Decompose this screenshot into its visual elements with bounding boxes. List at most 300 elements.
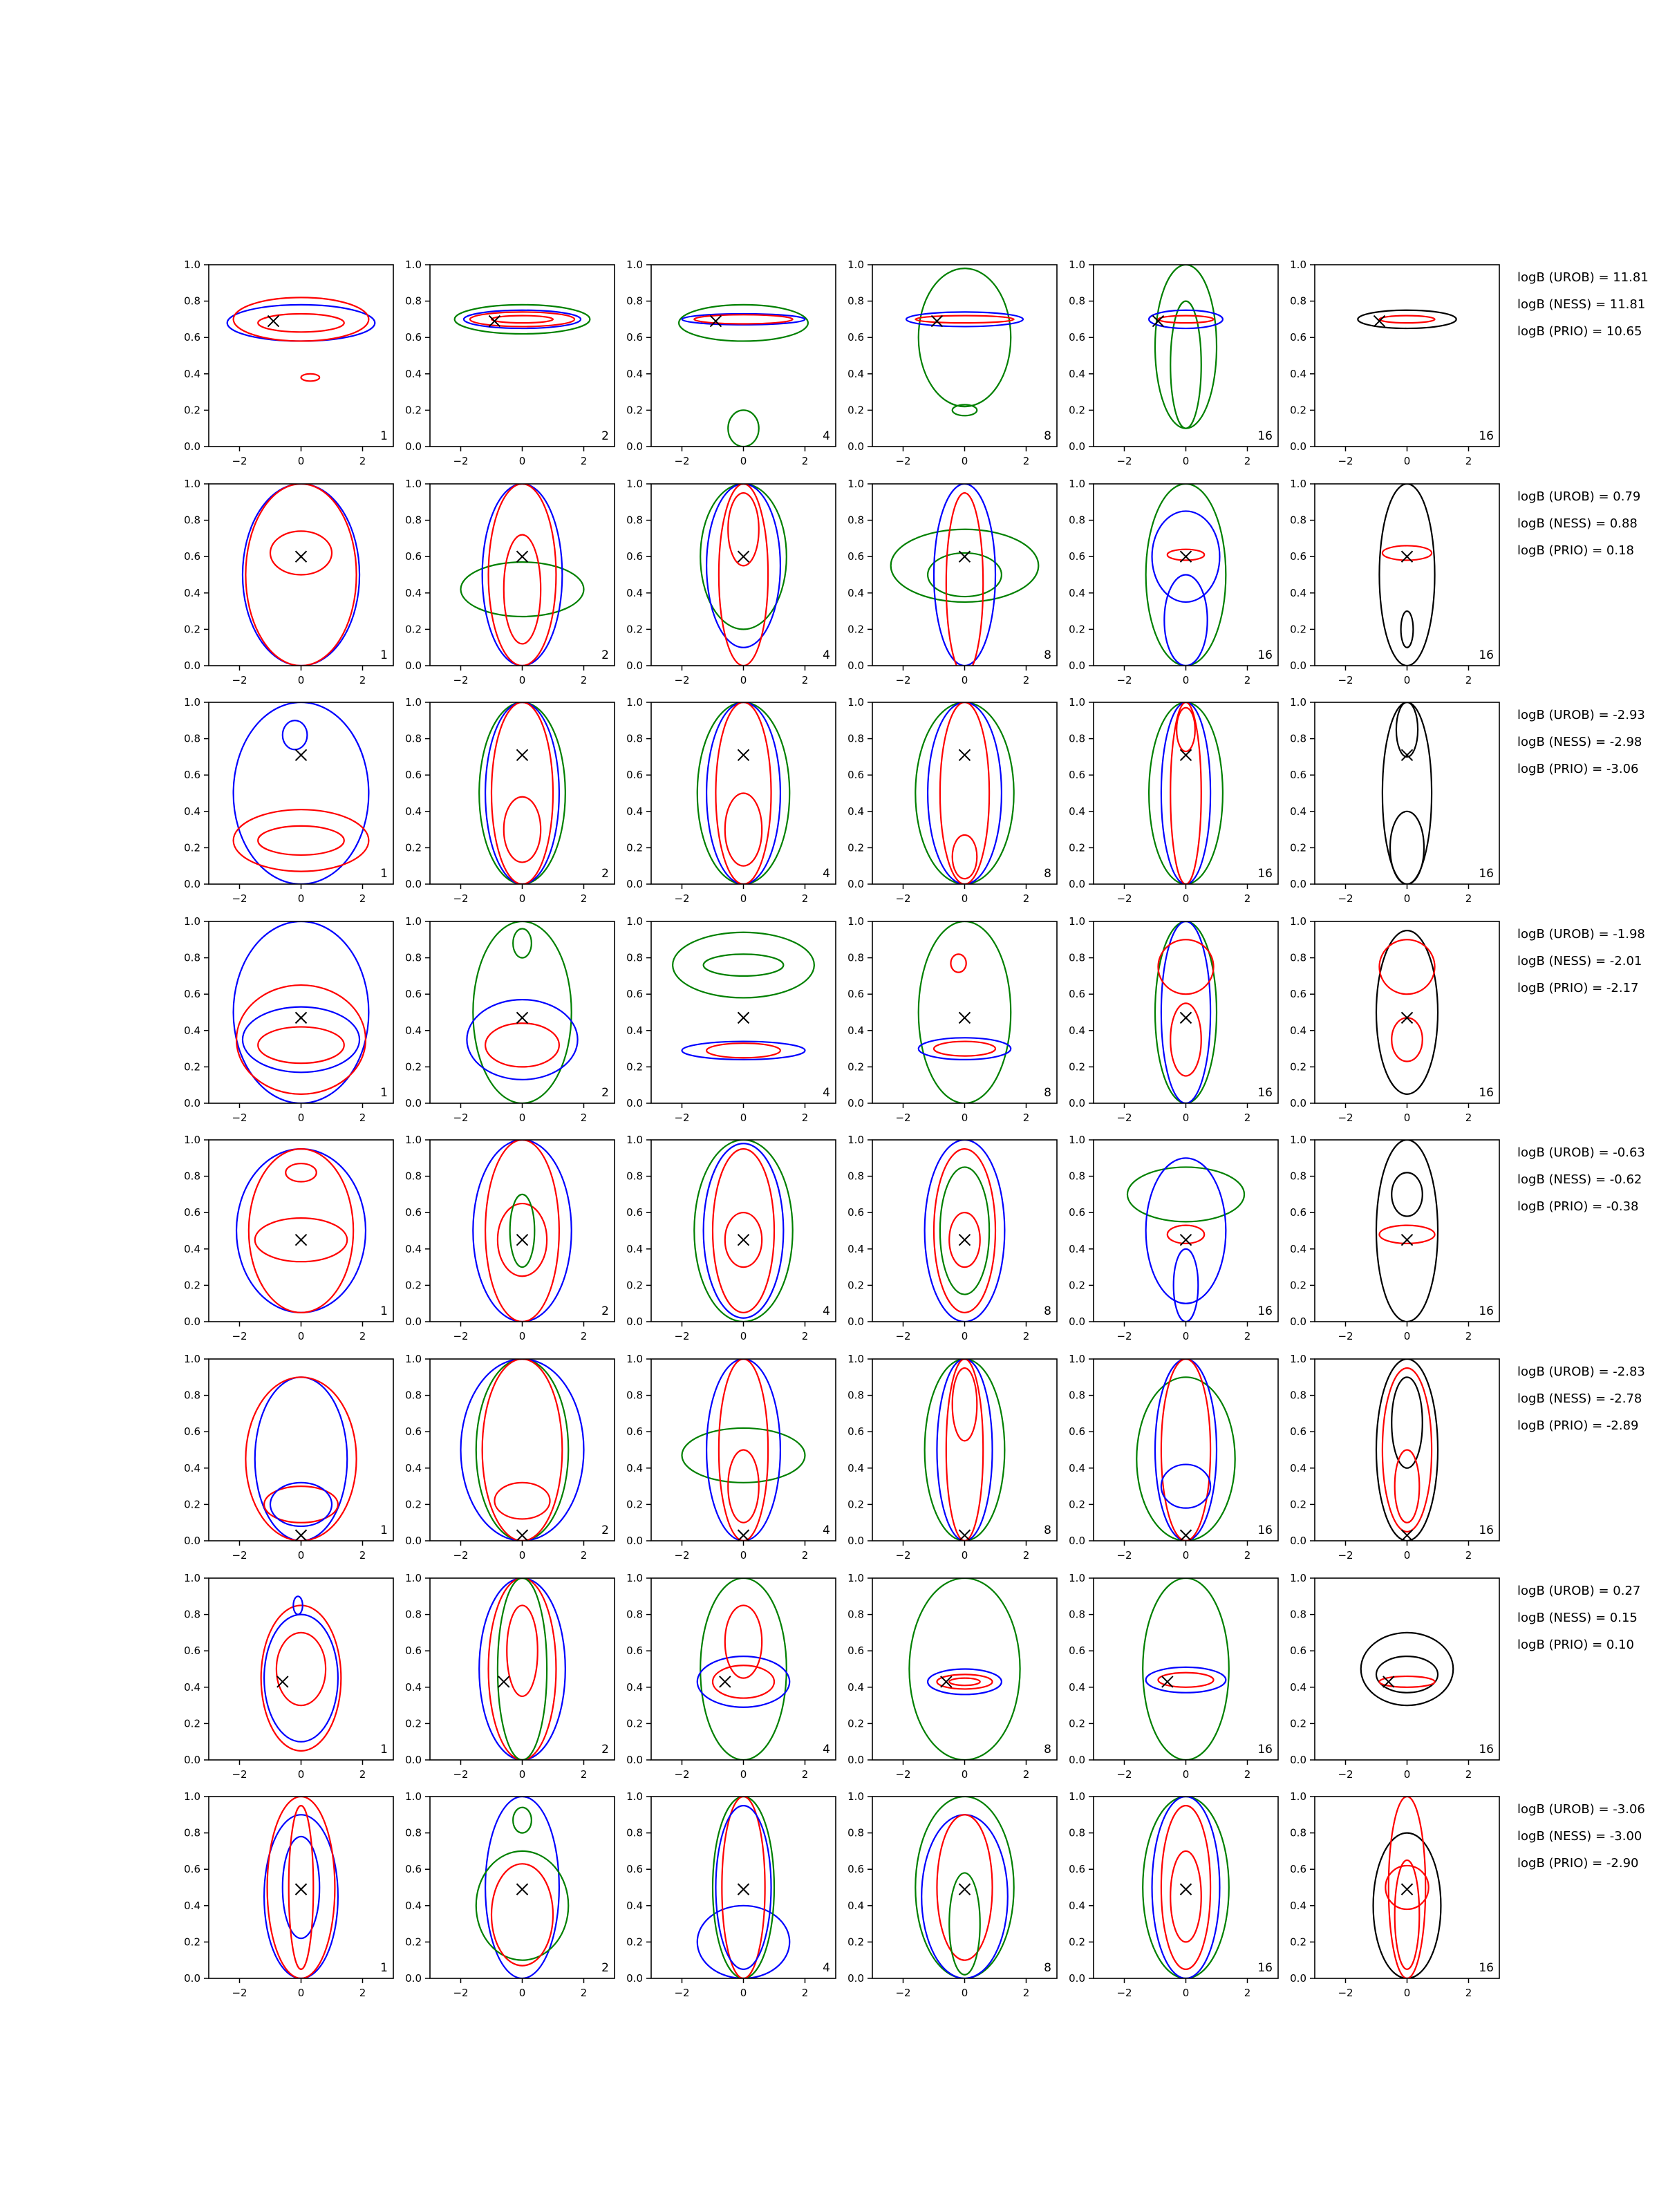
x-tick-label: −2 xyxy=(232,1768,247,1781)
y-tick-label: 0.8 xyxy=(847,951,864,964)
y-tick-label: 0.4 xyxy=(847,805,864,818)
contour-line-black xyxy=(1391,1172,1423,1216)
x-tick-label: 2 xyxy=(801,1987,809,1999)
contour-line-green xyxy=(455,305,590,334)
contour-line-red xyxy=(725,1605,762,1678)
contour-line-red xyxy=(1158,939,1213,994)
x-tick-label: 2 xyxy=(801,455,809,467)
contour-line-red xyxy=(1395,1860,1420,1969)
y-tick-label: 0.0 xyxy=(626,878,643,890)
axes-frame xyxy=(651,265,836,447)
axes-frame xyxy=(1315,265,1499,447)
axes-frame xyxy=(209,1359,393,1541)
y-tick-label: 0.4 xyxy=(626,1680,643,1694)
contour-line-red xyxy=(713,1149,774,1313)
y-tick-label: 0.6 xyxy=(1069,1863,1085,1876)
panel-number: 16 xyxy=(1479,1304,1494,1318)
y-tick-label: 0.0 xyxy=(184,878,200,890)
y-tick-label: 0.8 xyxy=(405,294,422,308)
y-tick-label: 0.8 xyxy=(1069,732,1085,745)
logb-label: logB (PRIO) = -2.90 xyxy=(1517,1856,1639,1871)
contour-line-blue xyxy=(928,702,1002,884)
axes-frame xyxy=(1315,484,1499,666)
contour-line-blue xyxy=(234,702,369,884)
x-tick-label: 2 xyxy=(1022,1330,1030,1342)
y-tick-label: 0.6 xyxy=(184,769,200,782)
y-tick-label: 0.2 xyxy=(626,1936,643,1949)
panel xyxy=(184,1572,393,1781)
contour-line-red xyxy=(1161,1806,1210,1969)
y-tick-label: 0.2 xyxy=(184,1060,200,1074)
contour-line-green xyxy=(476,1851,569,1960)
x-tick-label: −2 xyxy=(1116,1112,1132,1124)
x-tick-label: 0 xyxy=(961,1987,968,1999)
panel xyxy=(405,1790,615,1999)
y-tick-label: 0.4 xyxy=(626,1461,643,1474)
contour-line-red xyxy=(289,1806,314,1969)
truth-marker xyxy=(296,1012,307,1023)
y-tick-label: 0.8 xyxy=(405,1826,422,1839)
axes-frame xyxy=(872,484,1057,666)
x-tick-label: 2 xyxy=(1022,1112,1030,1124)
y-tick-label: 1.0 xyxy=(1069,259,1085,271)
x-tick-label: 0 xyxy=(518,1330,526,1342)
x-tick-label: 0 xyxy=(297,674,305,686)
y-tick-label: 0.8 xyxy=(1290,732,1306,745)
logb-label: logB (NESS) = 11.81 xyxy=(1517,297,1646,312)
y-tick-label: 0.4 xyxy=(626,367,643,380)
y-tick-label: 1.0 xyxy=(1069,478,1085,490)
panel-number: 16 xyxy=(1257,1524,1273,1537)
panel xyxy=(847,1790,1057,1999)
y-tick-label: 0.6 xyxy=(405,1644,422,1658)
y-tick-label: 0.8 xyxy=(626,1608,643,1621)
panel xyxy=(1069,478,1278,686)
contour-line-red xyxy=(713,1665,774,1698)
y-tick-label: 0.0 xyxy=(1069,1315,1085,1328)
y-tick-label: 0.0 xyxy=(1069,440,1085,453)
contour-line-black xyxy=(1382,702,1432,884)
x-tick-label: −2 xyxy=(674,455,690,467)
y-tick-label: 0.6 xyxy=(626,1206,643,1219)
y-tick-label: 0.0 xyxy=(405,1315,422,1328)
panel xyxy=(1069,696,1278,905)
contour-group xyxy=(694,1140,792,1322)
x-tick-label: 2 xyxy=(1244,1987,1251,1999)
panel-number: 8 xyxy=(1044,1961,1051,1975)
y-tick-label: 0.4 xyxy=(405,1242,422,1255)
x-tick-label: −2 xyxy=(674,892,690,905)
x-tick-label: 2 xyxy=(359,455,366,467)
y-tick-label: 0.4 xyxy=(1290,586,1306,599)
contour-line-green xyxy=(1143,1578,1229,1760)
x-tick-label: 0 xyxy=(518,455,526,467)
logb-label: logB (UROB) = 11.81 xyxy=(1517,270,1649,285)
y-tick-label: 0.6 xyxy=(1069,769,1085,782)
x-tick-label: 0 xyxy=(297,455,305,467)
y-tick-label: 0.6 xyxy=(1069,331,1085,344)
y-tick-label: 0.2 xyxy=(405,1498,422,1511)
contour-line-red xyxy=(937,1815,992,1960)
x-tick-label: −2 xyxy=(674,1987,690,1999)
y-tick-label: 0.8 xyxy=(626,294,643,308)
x-tick-label: −2 xyxy=(895,674,911,686)
truth-marker xyxy=(738,551,749,562)
logb-label: logB (PRIO) = -2.17 xyxy=(1517,981,1639,995)
x-tick-label: 0 xyxy=(518,1549,526,1562)
x-tick-label: 2 xyxy=(580,1112,588,1124)
contour-line-red xyxy=(504,535,541,644)
y-tick-label: 1.0 xyxy=(1290,259,1306,271)
y-tick-label: 0.4 xyxy=(847,1242,864,1255)
contour-group xyxy=(925,1359,1005,1541)
y-tick-label: 0.2 xyxy=(1290,623,1306,636)
y-tick-label: 0.4 xyxy=(626,805,643,818)
truth-marker xyxy=(517,1530,528,1541)
y-tick-label: 0.6 xyxy=(1290,1206,1306,1219)
x-tick-label: 2 xyxy=(580,1549,588,1562)
contour-group xyxy=(679,305,808,447)
y-tick-label: 0.8 xyxy=(1069,1170,1085,1183)
contour-line-green xyxy=(891,529,1039,602)
y-tick-label: 1.0 xyxy=(847,1572,864,1584)
y-tick-label: 0.6 xyxy=(405,1863,422,1876)
y-tick-label: 1.0 xyxy=(1290,1134,1306,1146)
contour-line-green xyxy=(919,921,1011,1103)
x-tick-label: 2 xyxy=(580,1330,588,1342)
contour-line-red xyxy=(915,316,1013,324)
y-tick-label: 0.8 xyxy=(1290,1170,1306,1183)
y-tick-label: 0.2 xyxy=(626,1279,643,1292)
y-tick-label: 0.4 xyxy=(626,586,643,599)
panel-number: 16 xyxy=(1479,1743,1494,1756)
axes-frame xyxy=(1094,1359,1278,1541)
x-tick-label: −2 xyxy=(453,1768,469,1781)
truth-marker xyxy=(517,1235,528,1246)
y-tick-label: 0.2 xyxy=(184,404,200,417)
contour-group xyxy=(673,932,814,1060)
truth-marker xyxy=(296,551,307,562)
x-tick-label: −2 xyxy=(674,1549,690,1562)
contour-group xyxy=(682,1359,805,1541)
y-tick-label: 0.0 xyxy=(405,1097,422,1109)
x-tick-label: 2 xyxy=(1022,1768,1030,1781)
axes-frame xyxy=(430,484,615,666)
y-tick-label: 0.6 xyxy=(847,331,864,344)
contour-group xyxy=(461,1359,584,1541)
panel xyxy=(626,1134,836,1342)
contour-line-green xyxy=(704,954,784,976)
x-tick-label: −2 xyxy=(232,1112,247,1124)
truth-marker xyxy=(959,1530,971,1541)
y-tick-label: 0.0 xyxy=(405,440,422,453)
truth-marker xyxy=(268,316,279,327)
contour-line-red xyxy=(728,1450,759,1523)
y-tick-label: 0.2 xyxy=(1290,404,1306,417)
x-tick-label: −2 xyxy=(1338,1330,1353,1342)
x-tick-label: −2 xyxy=(1338,1549,1353,1562)
y-tick-label: 0.0 xyxy=(1069,1097,1085,1109)
panel xyxy=(1069,259,1278,467)
y-tick-label: 0.8 xyxy=(405,514,422,527)
y-tick-label: 0.2 xyxy=(1069,841,1085,854)
y-tick-label: 1.0 xyxy=(626,1790,643,1803)
y-tick-label: 0.4 xyxy=(1290,1899,1306,1912)
y-tick-label: 0.4 xyxy=(405,1024,422,1037)
contour-group xyxy=(479,1578,565,1760)
y-tick-label: 1.0 xyxy=(184,1353,200,1365)
y-tick-label: 0.8 xyxy=(1069,1389,1085,1402)
panel-number: 8 xyxy=(1044,1743,1051,1756)
y-tick-label: 0.0 xyxy=(184,1535,200,1547)
contour-group xyxy=(1361,1633,1454,1705)
truth-marker xyxy=(738,1530,749,1541)
y-tick-label: 0.6 xyxy=(1069,1425,1085,1438)
contour-line-red xyxy=(489,484,556,666)
axes-frame xyxy=(651,484,836,666)
panel xyxy=(847,696,1057,905)
contour-line-blue xyxy=(227,305,375,341)
contour-group xyxy=(915,1797,1013,1978)
axes-frame xyxy=(651,1140,836,1322)
panel-number: 1 xyxy=(380,1086,388,1100)
contour-line-green xyxy=(461,562,584,617)
x-tick-label: 0 xyxy=(740,1112,747,1124)
panel-number: 4 xyxy=(823,648,830,662)
y-tick-label: 0.4 xyxy=(184,586,200,599)
x-tick-label: 2 xyxy=(359,1330,366,1342)
contour-line-green xyxy=(915,702,1013,884)
panel-number: 16 xyxy=(1257,1086,1273,1100)
contour-group xyxy=(891,484,1039,675)
x-tick-label: −2 xyxy=(895,455,911,467)
panel xyxy=(1290,1572,1499,1781)
contour-group xyxy=(697,702,790,884)
axes-frame xyxy=(1315,1140,1499,1322)
axes-frame xyxy=(872,265,1057,447)
panel-number: 1 xyxy=(380,648,388,662)
contour-line-red xyxy=(949,1678,980,1686)
x-tick-label: −2 xyxy=(895,1768,911,1781)
y-tick-label: 0.0 xyxy=(1290,1315,1306,1328)
y-tick-label: 0.0 xyxy=(626,1754,643,1766)
y-tick-label: 0.4 xyxy=(184,805,200,818)
y-tick-label: 0.6 xyxy=(184,988,200,1001)
y-tick-label: 0.4 xyxy=(1069,367,1085,380)
panel-number: 16 xyxy=(1257,429,1273,443)
panel-number: 1 xyxy=(380,429,388,443)
x-tick-label: 2 xyxy=(359,1112,366,1124)
y-tick-label: 0.8 xyxy=(184,1826,200,1839)
contour-group xyxy=(1358,310,1456,328)
y-tick-label: 0.6 xyxy=(1290,769,1306,782)
y-tick-label: 0.4 xyxy=(1290,1461,1306,1474)
y-tick-label: 0.2 xyxy=(1290,1060,1306,1074)
y-tick-label: 1.0 xyxy=(405,1572,422,1584)
panel-number: 8 xyxy=(1044,1086,1051,1100)
y-tick-label: 1.0 xyxy=(1290,1353,1306,1365)
contour-line-black xyxy=(1376,930,1438,1094)
y-tick-label: 0.2 xyxy=(184,1936,200,1949)
x-tick-label: −2 xyxy=(1116,455,1132,467)
contour-line-blue xyxy=(1146,1158,1226,1303)
truth-marker xyxy=(1181,1530,1192,1541)
x-tick-label: −2 xyxy=(1338,1768,1353,1781)
y-tick-label: 0.4 xyxy=(405,805,422,818)
panel-number: 4 xyxy=(823,1086,830,1100)
contour-line-red xyxy=(301,374,320,382)
panel-number: 16 xyxy=(1257,648,1273,662)
contour-line-black xyxy=(1401,611,1414,648)
panel-number: 16 xyxy=(1257,1961,1273,1975)
y-tick-label: 0.2 xyxy=(626,1717,643,1730)
panel-number: 8 xyxy=(1044,648,1051,662)
contour-line-red xyxy=(946,493,983,675)
y-tick-label: 0.6 xyxy=(626,1644,643,1658)
panel xyxy=(847,1134,1057,1342)
contour-group xyxy=(1146,484,1226,666)
panel-number: 2 xyxy=(601,1743,609,1756)
x-tick-label: −2 xyxy=(453,1987,469,1999)
y-tick-label: 1.0 xyxy=(847,1353,864,1365)
x-tick-label: 2 xyxy=(1244,1330,1251,1342)
contour-line-blue xyxy=(1174,1249,1199,1322)
logb-label: logB (UROB) = -0.63 xyxy=(1517,1145,1645,1160)
y-tick-label: 0.6 xyxy=(184,1425,200,1438)
y-tick-label: 0.2 xyxy=(1290,1936,1306,1949)
x-tick-label: −2 xyxy=(453,674,469,686)
y-tick-label: 0.4 xyxy=(847,1899,864,1912)
y-tick-label: 0.4 xyxy=(405,1899,422,1912)
contour-line-green xyxy=(513,1808,532,1833)
x-tick-label: 2 xyxy=(1465,1549,1472,1562)
x-tick-label: 0 xyxy=(1182,1768,1190,1781)
contour-line-red xyxy=(694,315,792,324)
truth-marker xyxy=(720,1676,731,1687)
contour-line-blue xyxy=(283,720,308,749)
contour-line-blue xyxy=(464,310,581,328)
y-tick-label: 0.8 xyxy=(405,951,422,964)
contour-line-red xyxy=(1389,1797,1425,1978)
x-tick-label: 0 xyxy=(1403,1549,1411,1562)
y-tick-label: 0.4 xyxy=(1290,805,1306,818)
axes-frame xyxy=(872,1797,1057,1978)
y-tick-label: 0.8 xyxy=(184,1389,200,1402)
y-tick-label: 0.2 xyxy=(626,1498,643,1511)
y-tick-label: 0.0 xyxy=(1069,1535,1085,1547)
contour-line-red xyxy=(934,1042,995,1056)
x-tick-label: 2 xyxy=(1465,674,1472,686)
y-tick-label: 0.4 xyxy=(1069,1680,1085,1694)
logb-label: logB (PRIO) = -0.38 xyxy=(1517,1199,1639,1214)
contour-line-red xyxy=(270,531,332,574)
y-tick-label: 0.2 xyxy=(1069,1279,1085,1292)
contour-line-red xyxy=(470,312,574,326)
y-tick-label: 0.4 xyxy=(405,1461,422,1474)
y-tick-label: 0.2 xyxy=(1069,1060,1085,1074)
x-tick-label: 0 xyxy=(1182,455,1190,467)
x-tick-label: 2 xyxy=(1465,1768,1472,1781)
truth-marker xyxy=(959,1235,971,1246)
y-tick-label: 0.8 xyxy=(184,1608,200,1621)
y-tick-label: 0.2 xyxy=(1290,1717,1306,1730)
contour-line-blue xyxy=(921,1815,1008,1978)
contour-line-green xyxy=(1155,265,1217,429)
panel xyxy=(184,478,393,686)
contour-line-blue xyxy=(473,1140,571,1322)
contour-line-green xyxy=(940,1167,989,1294)
contour-line-blue xyxy=(270,1483,332,1526)
y-tick-label: 0.8 xyxy=(847,294,864,308)
panel-number: 16 xyxy=(1479,867,1494,881)
x-tick-label: 2 xyxy=(1244,1768,1251,1781)
y-tick-label: 0.8 xyxy=(184,732,200,745)
truth-marker xyxy=(517,551,528,562)
y-tick-label: 0.6 xyxy=(847,988,864,1001)
y-tick-label: 1.0 xyxy=(847,696,864,709)
contour-line-blue xyxy=(928,1669,1002,1695)
x-tick-label: −2 xyxy=(232,1330,247,1342)
panel xyxy=(1069,1134,1278,1342)
panel xyxy=(184,1353,393,1562)
y-tick-label: 1.0 xyxy=(405,1790,422,1803)
axes-frame xyxy=(1315,1797,1499,1978)
panel xyxy=(1069,1353,1278,1562)
contour-line-blue xyxy=(906,312,1023,326)
panel-number: 4 xyxy=(823,429,830,443)
y-tick-label: 1.0 xyxy=(1069,1572,1085,1584)
panel-number: 1 xyxy=(380,1524,388,1537)
y-tick-label: 0.0 xyxy=(1290,1972,1306,1985)
y-tick-label: 0.2 xyxy=(626,1060,643,1074)
contour-line-blue xyxy=(697,1656,790,1707)
contour-group xyxy=(476,1797,569,1978)
axes-frame xyxy=(430,1140,615,1322)
panel xyxy=(1069,915,1278,1124)
x-tick-label: 0 xyxy=(740,892,747,905)
contour-group xyxy=(925,1140,1005,1322)
y-tick-label: 0.0 xyxy=(1069,1754,1085,1766)
y-tick-label: 0.0 xyxy=(847,878,864,890)
contour-line-red xyxy=(1391,1018,1423,1061)
y-tick-label: 0.8 xyxy=(1069,1608,1085,1621)
contour-line-green xyxy=(1136,1377,1235,1541)
y-tick-label: 0.4 xyxy=(1290,367,1306,380)
y-tick-label: 1.0 xyxy=(184,696,200,709)
axes-frame xyxy=(872,921,1057,1103)
panel-number: 8 xyxy=(1044,429,1051,443)
y-tick-label: 0.8 xyxy=(1290,1608,1306,1621)
contour-line-red xyxy=(1382,545,1432,560)
axes-frame xyxy=(209,921,393,1103)
contour-line-blue xyxy=(264,1815,338,1978)
y-tick-label: 0.0 xyxy=(184,440,200,453)
logb-label: logB (NESS) = -3.00 xyxy=(1517,1829,1642,1844)
contour-line-red xyxy=(1168,550,1204,561)
panel xyxy=(847,1353,1057,1562)
x-tick-label: 2 xyxy=(1022,892,1030,905)
y-tick-label: 0.8 xyxy=(847,1389,864,1402)
truth-marker xyxy=(296,1235,307,1246)
panel-number: 4 xyxy=(823,1524,830,1537)
y-tick-label: 0.2 xyxy=(405,1717,422,1730)
axes-frame xyxy=(209,265,393,447)
y-tick-label: 1.0 xyxy=(847,1790,864,1803)
y-tick-label: 1.0 xyxy=(184,478,200,490)
y-tick-label: 1.0 xyxy=(405,1134,422,1146)
y-tick-label: 0.6 xyxy=(1069,1644,1085,1658)
contour-line-blue xyxy=(485,702,559,884)
